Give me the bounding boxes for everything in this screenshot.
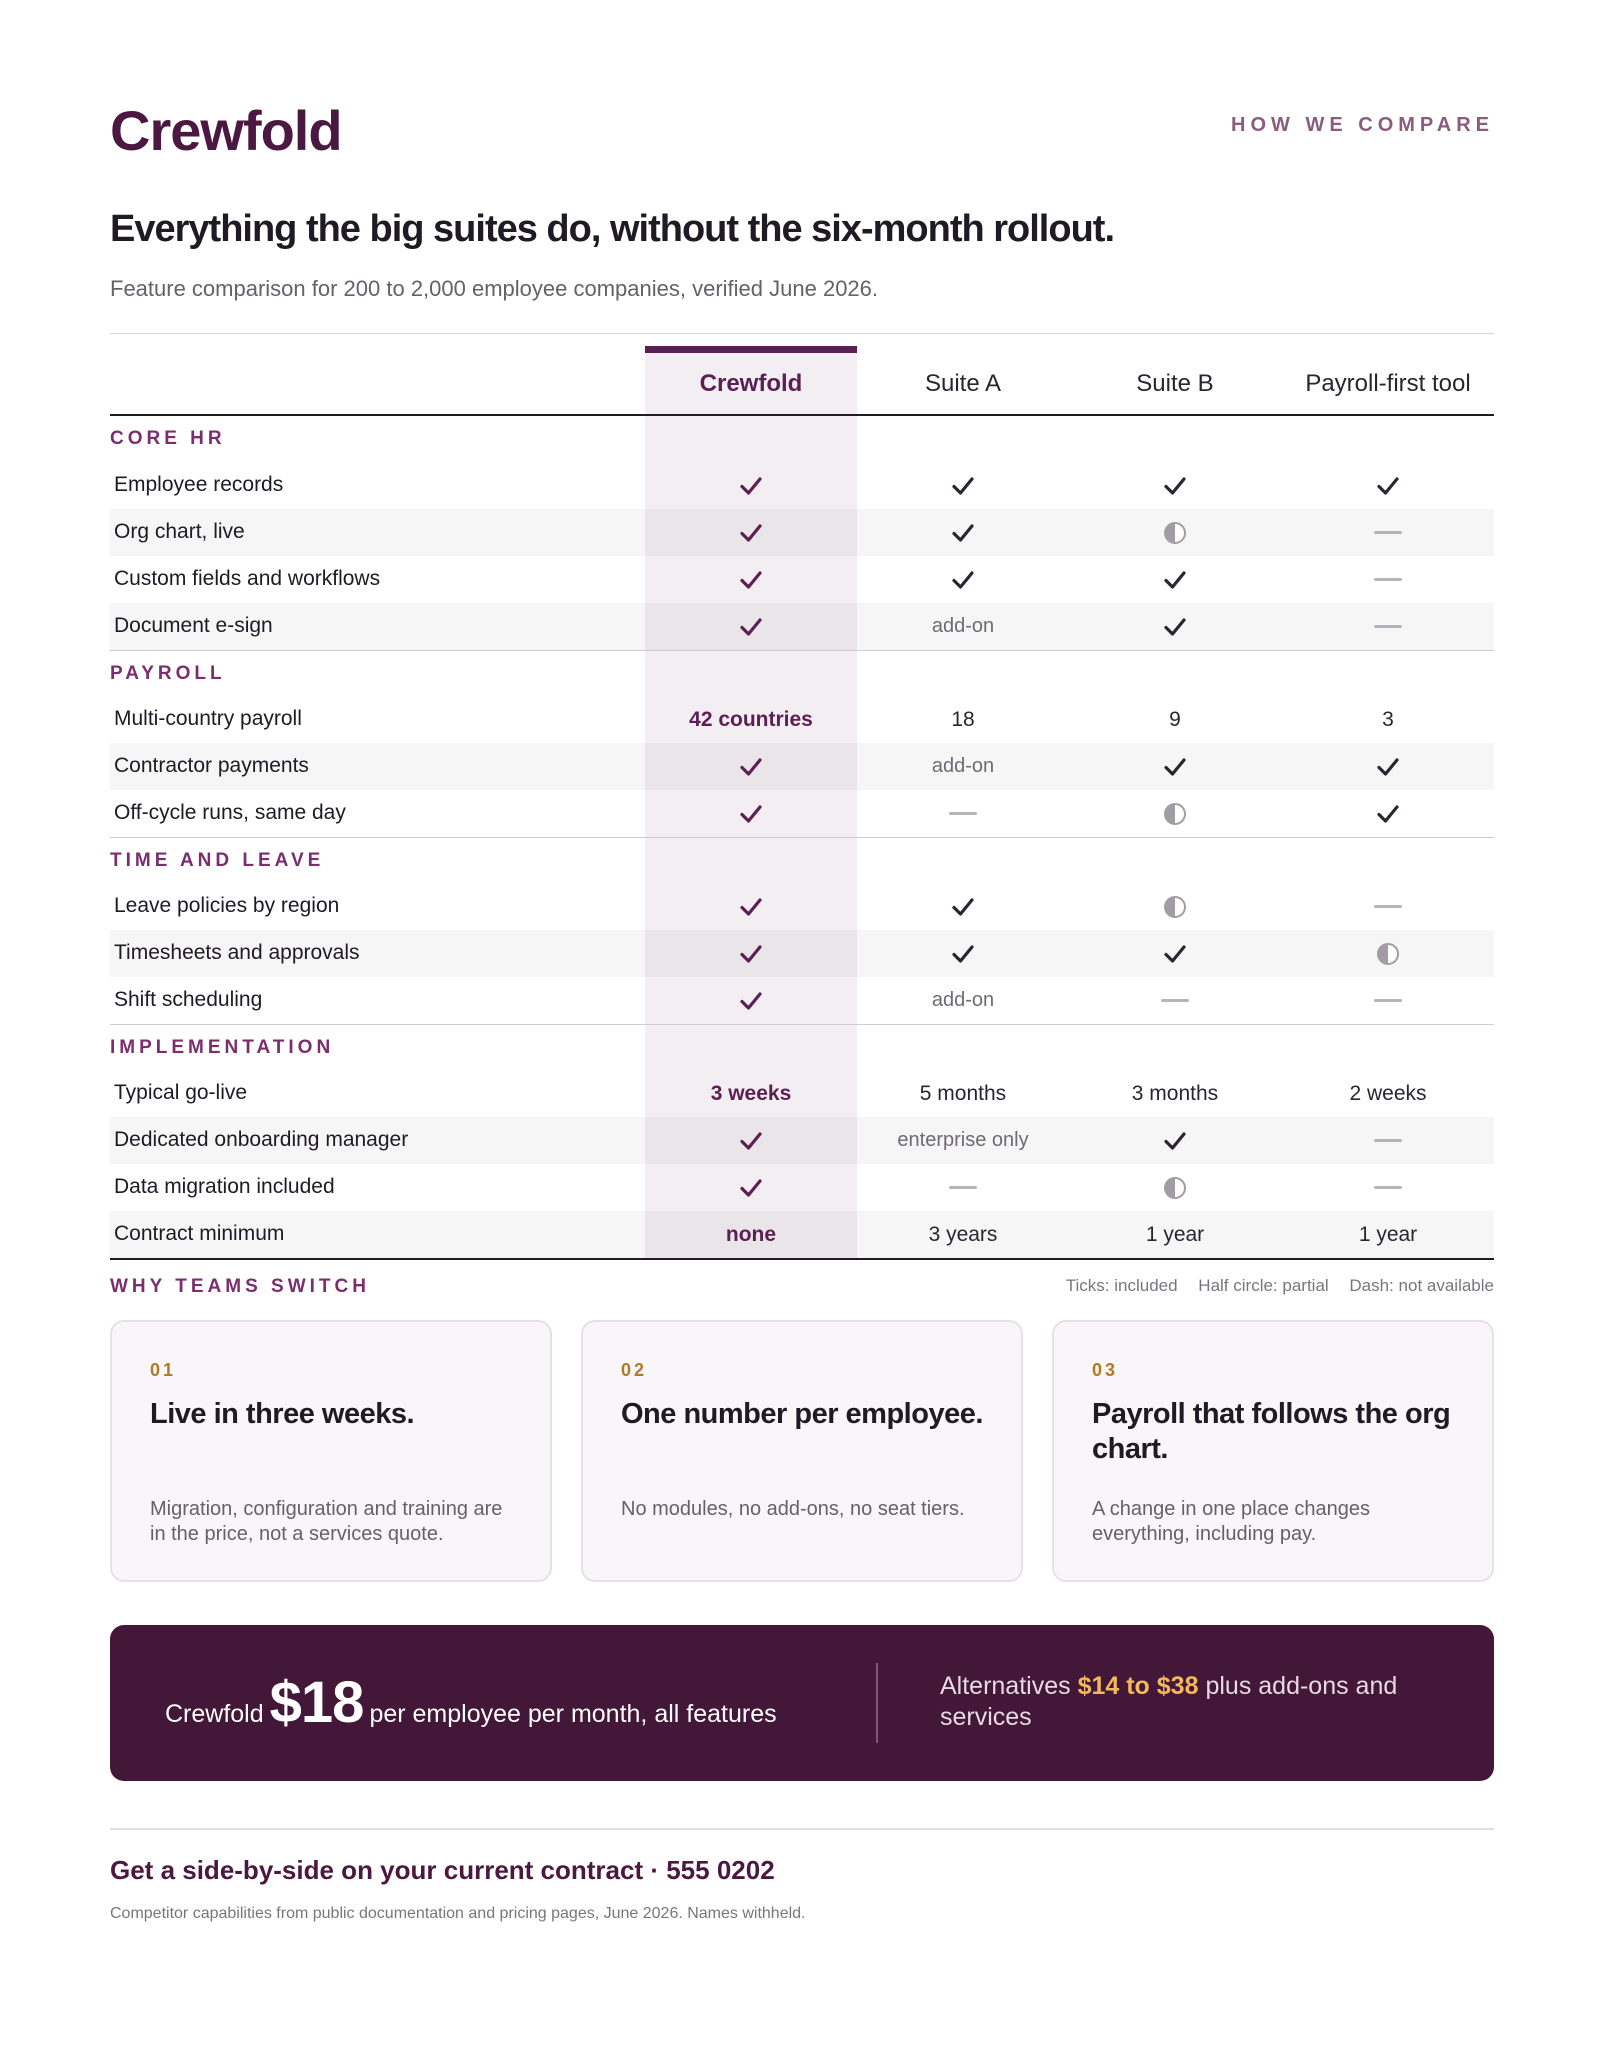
section-label: IMPLEMENTATION	[110, 1037, 335, 1058]
why-teams-switch-label: WHY TEAMS SWITCH	[110, 1276, 370, 1297]
reason-card	[1052, 1320, 1494, 1582]
card-body: Migration, configuration and training are in the price, not a services quote.	[150, 1498, 503, 1545]
table-row	[110, 1211, 1494, 1258]
brand-logo: Crewfold	[110, 99, 342, 162]
check-icon	[857, 883, 1069, 930]
reason-card	[581, 1320, 1023, 1582]
check-icon	[857, 509, 1069, 556]
cell-value: none	[725, 1222, 777, 1246]
dash-icon	[1282, 556, 1494, 603]
dash-icon	[1282, 883, 1494, 930]
check-icon	[1069, 930, 1281, 977]
page-title: Everything the big suites do, without the six-month rollout.	[110, 208, 1114, 250]
check-icon	[645, 930, 857, 977]
table-row	[110, 977, 1494, 1024]
cell-value: 3	[1382, 707, 1394, 731]
check-icon	[1069, 462, 1281, 509]
half-circle-icon	[1069, 509, 1281, 556]
dash-icon	[857, 1164, 1069, 1211]
feature-label: Typical go-live	[114, 1081, 248, 1104]
table-row	[110, 743, 1494, 790]
section-header	[110, 650, 1494, 696]
eyebrow-label: HOW WE COMPARE	[1231, 114, 1494, 136]
feature-label: Document e-sign	[114, 614, 273, 637]
cell-value: 2 weeks	[1349, 1081, 1427, 1105]
legend-half: Half circle: partial	[1198, 1276, 1329, 1295]
section-label: CORE HR	[110, 428, 226, 449]
footnote: Competitor capabilities from public documentation and pricing pages, June 2026. Names withheld.	[110, 1905, 806, 1922]
page-subtitle: Feature comparison for 200 to 2,000 employee companies, verified June 2026.	[110, 276, 879, 301]
price-divider	[876, 1663, 878, 1743]
table-row	[110, 1070, 1494, 1117]
card-number: 02	[621, 1360, 648, 1380]
table-row	[110, 603, 1494, 650]
cell-value: 1 year	[1145, 1222, 1205, 1246]
check-icon	[1282, 462, 1494, 509]
dash-icon	[1069, 977, 1281, 1024]
cta-link[interactable]: Get a side-by-side on your current contract · 555 0202	[110, 1855, 775, 1885]
table-row	[110, 556, 1494, 603]
pricing-banner	[110, 1625, 1494, 1781]
half-circle-icon	[1069, 883, 1281, 930]
check-icon	[857, 556, 1069, 603]
column-header-suite-b: Suite B	[1136, 370, 1214, 397]
check-icon	[645, 556, 857, 603]
reason-card	[110, 1320, 552, 1582]
feature-label: Custom fields and workflows	[114, 567, 381, 590]
column-header-suite-a: Suite A	[924, 370, 1002, 397]
card-title: Payroll that follows the org chart.	[1092, 1398, 1451, 1465]
check-icon	[645, 603, 857, 650]
feature-label: Data migration included	[114, 1175, 335, 1198]
feature-label: Employee records	[114, 473, 284, 496]
half-circle-icon	[1282, 930, 1494, 977]
legend-ticks: Ticks: included	[1065, 1276, 1178, 1295]
half-circle-icon	[1069, 1164, 1281, 1211]
feature-label: Leave policies by region	[114, 894, 340, 917]
check-icon	[645, 883, 857, 930]
column-header-payroll-first: Payroll-first tool	[1305, 370, 1471, 397]
table-row	[110, 790, 1494, 837]
dash-icon	[1282, 1117, 1494, 1164]
dash-icon	[857, 790, 1069, 837]
cell-value: 18	[951, 707, 975, 731]
feature-label: Multi-country payroll	[114, 707, 302, 730]
feature-label: Timesheets and approvals	[114, 941, 360, 964]
half-circle-icon	[1069, 790, 1281, 837]
dash-icon	[1282, 509, 1494, 556]
table-row	[110, 509, 1494, 556]
alternatives-price	[940, 1671, 1440, 1733]
section-label: PAYROLL	[110, 663, 226, 684]
check-icon	[645, 1117, 857, 1164]
feature-label: Contractor payments	[114, 754, 309, 777]
table-row	[110, 930, 1494, 977]
section-header	[110, 837, 1494, 883]
check-icon	[1069, 556, 1281, 603]
feature-label: Shift scheduling	[114, 988, 263, 1011]
dash-icon	[1282, 1164, 1494, 1211]
column-header-crewfold: Crewfold	[699, 370, 803, 397]
legend	[1050, 1276, 1494, 1296]
crewfold-price	[165, 1669, 777, 1736]
table-row	[110, 696, 1494, 743]
table-row	[110, 462, 1494, 509]
divider	[110, 333, 1494, 334]
cell-value: 42 countries	[689, 707, 813, 731]
cell-value: enterprise only	[897, 1129, 1029, 1151]
card-number: 01	[150, 1360, 177, 1380]
cell-value: 3 years	[928, 1222, 998, 1246]
feature-label: Off-cycle runs, same day	[114, 801, 346, 824]
table-row	[110, 1164, 1494, 1211]
table-header	[110, 346, 1494, 416]
check-icon	[645, 509, 857, 556]
check-icon	[857, 930, 1069, 977]
check-icon	[1282, 790, 1494, 837]
alt-prefix: Alternatives	[940, 1672, 1071, 1700]
feature-label: Org chart, live	[114, 520, 245, 543]
table-row	[110, 883, 1494, 930]
divider	[110, 1828, 1494, 1830]
price-amount: $18	[269, 1670, 364, 1735]
feature-label: Contract minimum	[114, 1222, 285, 1245]
check-icon	[645, 790, 857, 837]
table-bottom-rule	[110, 1258, 1494, 1260]
cell-value: add-on	[931, 755, 995, 777]
cell-value: add-on	[931, 615, 995, 637]
price-unit: per employee per month, all features	[369, 1700, 777, 1728]
price-brand: Crewfold	[165, 1700, 264, 1728]
check-icon	[857, 462, 1069, 509]
alt-suffix: plus add-ons and services	[940, 1672, 1398, 1731]
check-icon	[645, 1164, 857, 1211]
check-icon	[645, 743, 857, 790]
check-icon	[645, 977, 857, 1024]
check-icon	[1282, 743, 1494, 790]
table-row	[110, 1117, 1494, 1164]
cell-value: add-on	[931, 989, 995, 1011]
card-title: One number per employee.	[621, 1398, 983, 1430]
alt-range: $14 to $38	[1077, 1672, 1199, 1700]
header	[110, 96, 1494, 166]
dash-icon	[1282, 977, 1494, 1024]
cell-value: 9	[1169, 707, 1181, 731]
cell-value: 3 weeks	[710, 1081, 792, 1105]
cell-value: 5 months	[919, 1081, 1007, 1105]
card-title: Live in three weeks.	[150, 1398, 415, 1430]
section-header	[110, 416, 1494, 462]
reasons-cards	[110, 1320, 1494, 1582]
check-icon	[1069, 1117, 1281, 1164]
card-body: A change in one place changes everything, including pay.	[1092, 1498, 1370, 1545]
cell-value: 3 months	[1131, 1081, 1219, 1105]
cell-value: 1 year	[1358, 1222, 1418, 1246]
dash-icon	[1282, 603, 1494, 650]
legend-dash: Dash: not available	[1349, 1276, 1494, 1295]
card-body: No modules, no add-ons, no seat tiers.	[621, 1498, 965, 1520]
section-header	[110, 1024, 1494, 1070]
card-number: 03	[1092, 1360, 1119, 1380]
check-icon	[645, 462, 857, 509]
check-icon	[1069, 603, 1281, 650]
section-label: TIME AND LEAVE	[110, 850, 325, 871]
feature-label: Dedicated onboarding manager	[114, 1128, 409, 1151]
check-icon	[1069, 743, 1281, 790]
